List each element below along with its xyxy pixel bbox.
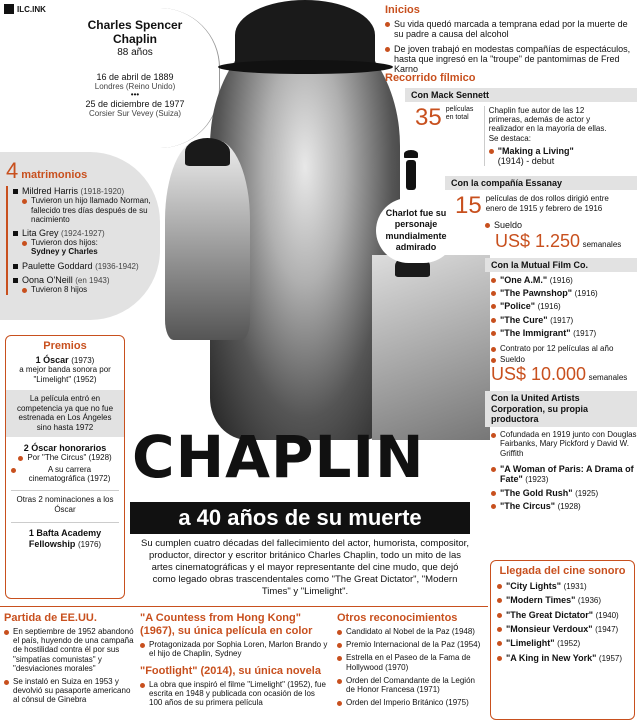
birth-place: Londres (Reino Unido) xyxy=(94,81,176,91)
sound-section: Llegada del cine sonoro "City Lights" (1931) "Modern Times" (1936) "The Great Dictator" (1940) "Monsieur Verdoux" (1947) "Limelight" (1952) "A King in New York" (1957) xyxy=(490,560,635,720)
awards-note-box: La película entró en competencia ya que no fue estrenada en Los Ángeles sino hasta 1972 xyxy=(6,390,124,436)
subtitle-banner: a 40 años de su muerte xyxy=(130,502,470,534)
recognitions-section: Otros reconocimientos Candidato al Nobel de la Paz (1948) Premio Internacional de la Paz (1954) Estrella en el Paseo de la Fama de Hollywood (1970) Orden del Comandante de la Legión de Honor Francesa (1971) Orden del Imperio Británico (1975) xyxy=(337,612,485,707)
countess-section: "A Countess from Hong Kong" (1967), su única película en color Protagonizada por Sophia Loren, Marlon Brando y el hijo de Chaplin, Sydney "Footlight" (2014), su única novela La obra que inspiró el filme "Limelight" (1952), fue escrita en 1948 y publicada con ocasión de los 100 años de su primera película xyxy=(140,612,330,707)
footlight-title: "Footlight" (2014), su única novela xyxy=(140,664,321,677)
bottom-divider xyxy=(0,606,488,607)
marriage-item: Oona O'Neill (en 1943) Tuvieron 8 hijos xyxy=(13,275,154,295)
brand-logo: ILC.INK xyxy=(4,4,46,14)
departure-title: Partida de EE.UU. xyxy=(4,612,97,624)
chaplin-small-photo xyxy=(165,140,250,340)
marriage-item: Paulette Goddard (1936-1942) xyxy=(13,261,154,271)
profile-age: 88 años xyxy=(117,46,153,58)
charlot-caption: Charlot fue su personaje mundialmente admirado xyxy=(376,198,456,263)
career-section: Recorrido fílmico Con Mack Sennett 35 películas en total Chaplin fue autor de las 12 primeras, además de actor y realizador en la mayoría de ellas. Se destaca: "Making a Living" (1914) - debut Con la compañía Essanay 15 películas de dos rollos dirigió entre enero de 1915 y febrero de 1916 Sueldo US$ 1.250 semanales Con la Mutual Film Co. "One A.M." (1916) "The Pawnshop" (1916) "Police" (1916) "The Cure" (1917) "The Immigrant" (1917) Contrato por 12 películas al año Sueldo US$ 10.000 semanales Con la United Artists Corporation, su propia productora Cofundada en 1919 junto con Douglas Fairbanks, Mary Pickford y David W. Griffith "A Woman of Paris: A Drama of Fate" (1923) "The Gold Rush" (1925) "The Circus" (1928) xyxy=(385,72,637,511)
brand-mark-icon xyxy=(4,4,14,14)
marriage-item: Mildred Harris (1918-1920) Tuvieron un hijo llamado Norman, fallecido tres días después de su nacimiento xyxy=(13,186,154,224)
departure-section: Partida de EE.UU. En septiembre de 1952 abandonó el país, huyendo de una campaña de hostilidad contra él por sus "simpatías comunistas" y "desviaciones morales" Se instaló en Suiza en 1953 y devolvió su pasaporte americano al cónsul de Ginebra xyxy=(4,612,134,705)
recognitions-title: Otros reconocimientos xyxy=(337,612,458,624)
countess-title: "A Countess from Hong Kong" (1967), su única película en color xyxy=(140,612,313,637)
beginnings-section: Inicios Su vida quedó marcada a temprana edad por la muerte de su padre a causa del alcohol De joven trabajó en modestas compañías de espectáculos, hasta que ingresó en la "troupe" de pantomimas de Fred Karno xyxy=(385,4,637,75)
career-title: Recorrido fílmico xyxy=(385,72,476,84)
beginnings-title: Inicios xyxy=(385,4,420,16)
main-title: CHAPLIN xyxy=(132,423,425,491)
marriages-count: 4 xyxy=(6,158,19,183)
dots-separator: ••• xyxy=(130,89,140,99)
marriages-label: matrimonios xyxy=(21,169,88,181)
small-hat-shape xyxy=(185,138,230,166)
hat-brim xyxy=(218,60,393,74)
marriage-item: Lita Grey (1924-1927) Tuvieron dos hijos: Sydney y Charles xyxy=(13,228,154,257)
awards-panel: Premios 1 Óscar (1973) a mejor banda sonora por "Limelight" (1952) La película entró en competencia ya que no fue estrenada en Los Ángeles sino hasta 1972 2 Óscar honorarios Por "The Circus" (1928) A su carrera cinematográfica (1972) Otras 2 nominaciones a los Óscar 1 Bafta Academy Fellowship (1976) xyxy=(5,335,125,599)
intro-text: Su cumplen cuatro décadas del fallecimiento del actor, humorista, compositor, productor, director y escritor británico Charles Chaplin, todo un mito de las artes cinematográficas y el mayor representante del cine mudo, que dejó como legado obras trascendentales como "The Great Dictator", "Modern Times" y "Limelight". xyxy=(141,538,469,597)
sound-title: Llegada del cine sonoro xyxy=(499,565,626,577)
marriages-panel xyxy=(0,152,160,320)
death-place: Corsier Sur Vevey (Suiza) xyxy=(88,108,182,118)
profile-name: Charles Spencer Chaplin xyxy=(87,18,183,47)
death-date: 25 de diciembre de 1977 xyxy=(85,98,185,109)
awards-title: Premios xyxy=(43,340,87,352)
birth-date: 16 de abril de 1889 xyxy=(96,71,174,82)
